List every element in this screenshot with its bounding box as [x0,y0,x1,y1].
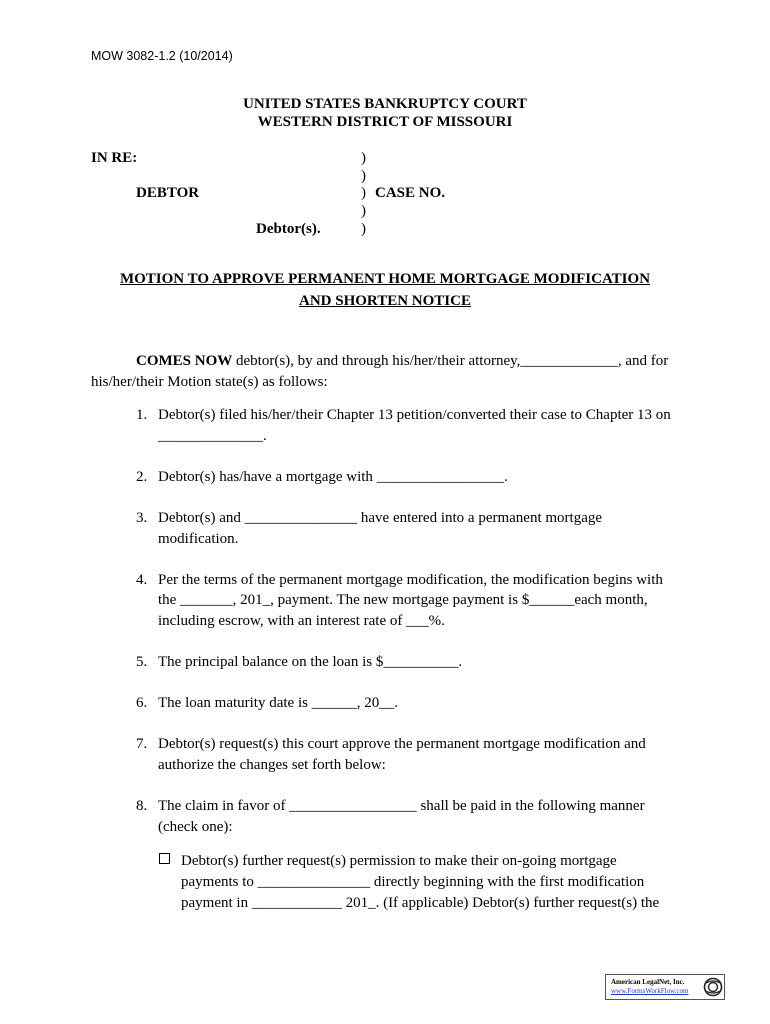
direct-payment-checkbox[interactable] [159,853,170,864]
item-text: authorize the changes set forth below: [158,757,386,773]
globe-logo-icon [703,977,723,997]
item-text: Debtor(s) request(s) this court approve the permanent mortgage modification and [158,736,646,752]
intro-line-1 [136,351,668,372]
form-code: MOW 3082-1.2 (10/2014) [91,49,233,63]
intro-line-2: his/her/their Motion state(s) as follows: [91,374,328,390]
item-text: including escrow, with an interest rate of ___%. [158,613,445,629]
item-text: the _______, 201_, payment. The new mortgage payment is $______each month, [158,592,648,608]
item-text: The loan maturity date is ______, 20__. [158,695,398,711]
item-number: 1. [136,407,148,423]
caption-paren: ) [361,221,366,237]
motion-title: MOTION TO APPROVE PERMANENT HOME MORTGAGE MODIFICATION [119,271,651,287]
item-text: (check one): [158,819,233,835]
item-number: 8. [136,798,148,814]
publisher-name: American LegalNet, Inc. [611,978,685,986]
intro-lead: COMES NOW [136,353,233,369]
court-district: WESTERN DISTRICT OF MISSOURI [257,114,513,130]
option-text: payment in ____________ 201_. (If applicable) Debtor(s) further request(s) the [181,895,660,911]
item-number: 5. [136,654,148,670]
intro-line-1-rest: debtor(s), by and through his/her/their attorney,_____________, and for [232,353,669,369]
in-re-label: IN RE: [91,150,138,166]
debtor-label: DEBTOR [136,185,200,201]
item-text: Debtor(s) has/have a mortgage with _________________. [158,469,508,485]
item-number: 4. [136,572,148,588]
item-text: Debtor(s) filed his/her/their Chapter 13 petition/converted their case to Chapter 13 on [158,407,671,423]
caption-paren: ) [361,150,366,166]
caption-paren: ) [361,168,366,184]
item-number: 2. [136,469,148,485]
case-no-label: CASE NO. [375,185,446,201]
court-name: UNITED STATES BANKRUPTCY COURT [243,96,527,112]
item-text: Debtor(s) and _______________ have entered into a permanent mortgage [158,510,603,526]
publisher-text [606,978,703,996]
item-text: The claim in favor of _________________ shall be paid in the following manner [158,798,645,814]
option-text: payments to _______________ directly beginning with the first modification [181,874,645,890]
caption-paren: ) [361,203,366,219]
publisher-badge[interactable] [605,974,725,1000]
item-text: Per the terms of the permanent mortgage modification, the modification begins with [158,572,663,588]
motion-subtitle: AND SHORTEN NOTICE [298,293,471,309]
debtors-label: Debtor(s). [256,221,321,237]
item-text: ______________. [158,428,267,444]
item-number: 6. [136,695,148,711]
caption-paren: ) [361,185,366,201]
item-text: modification. [158,531,239,547]
item-number: 7. [136,736,148,752]
publisher-url[interactable]: www.FormsWorkFlow.com [611,987,689,995]
item-text: The principal balance on the loan is $__________. [158,654,463,670]
item-number: 3. [136,510,148,526]
option-text: Debtor(s) further request(s) permission to make their on-going mortgage [181,853,617,869]
